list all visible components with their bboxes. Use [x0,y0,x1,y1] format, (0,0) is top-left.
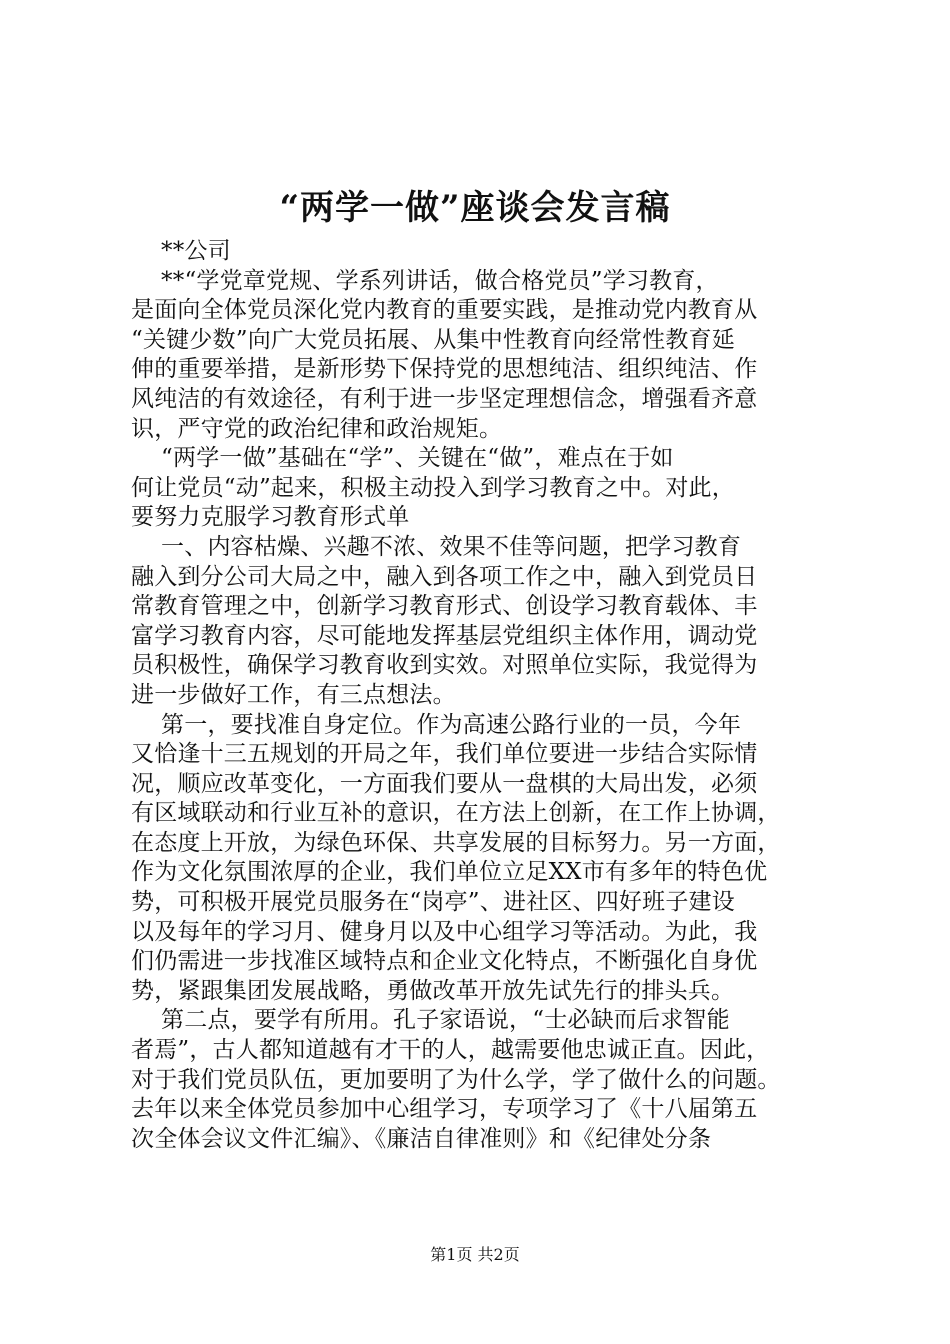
text-line: 们仍需进一步找准区域特点和企业文化特点，不断强化自身优 [131,948,758,975]
text-line: **“学党章党规、学系列讲话，做合格党员”学习教育， [131,267,719,294]
text-line: 常教育管理之中，创新学习教育形式、创设学习教育载体、丰 [131,593,758,620]
text-line: 融入到分公司大局之中，融入到各项工作之中，融入到党员日 [131,563,758,590]
text-line: 员积极性，确保学习教育收到实效。对照单位实际，我觉得为 [131,652,758,679]
text-line: 次全体会议文件汇编》、《廉洁自律准则》和《纪律处分条 [131,1125,712,1152]
text-line: 要努力克服学习教育形式单 [131,504,410,531]
text-line: 又恰逢十三五规划的开局之年，我们单位要进一步结合实际情 [131,741,758,768]
text-line: 识，严守党的政治纪律和政治规矩。 [131,415,503,442]
text-line: 以及每年的学习月、健身月以及中心组学习等活动。为此，我 [131,918,758,945]
text-line: 一、内容枯燥、兴趣不浓、效果不佳等问题，把学习教育 [131,533,742,560]
text-line: 第一，要找准自身定位。作为高速公路行业的一员，今年 [131,711,742,738]
text-line: 风纯洁的有效途径，有利于进一步坚定理想信念，增强看齐意 [131,385,758,412]
page-footer: 第1页 共2页 [430,1245,520,1264]
text-line: 去年以来全体党员参加中心组学习，专项学习了《十八届第五 [131,1096,758,1123]
text-line: 第二点，要学有所用。孔子家语说，“士必缺而后求智能 [131,1007,730,1034]
text-line: 势，可积极开展党员服务在“岗亭”、进社区、四好班子建设 [131,889,735,916]
text-line: 对于我们党员队伍，更加要明了为什么学，学了做什么的问题。 [131,1066,781,1093]
document-body [131,237,851,1154]
text-line: 者焉”，古人都知道越有才干的人，越需要他忠诚正直。因此， [131,1037,770,1064]
text-line: 在态度上开放，为绿色环保、共享发展的目标努力。另一方面， [131,829,781,856]
text-line: 何让党员“动”起来，积极主动投入到学习教育之中。对此， [131,474,735,501]
text-line: 有区域联动和行业互补的意识，在方法上创新，在工作上协调， [131,800,781,827]
text-line: 况，顺应改革变化，一方面我们要从一盘棋的大局出发，必须 [131,770,758,797]
text-line: 是面向全体党员深化党内教育的重要实践，是推动党内教育从 [131,297,758,324]
text-line: 伸的重要举措，是新形势下保持党的思想纯洁、组织纯洁、作 [131,356,758,383]
text-line: “两学一做”基础在“学”、关键在“做”，难点在于如 [131,445,674,472]
text-line: 富学习教育内容，尽可能地发挥基层党组织主体作用，调动党 [131,622,758,649]
document-title: “两学一做”座谈会发言稿 [279,188,671,228]
text-line: 进一步做好工作，有三点想法。 [131,681,456,708]
text-line: 势，紧跟集团发展战略，勇做改革开放先试先行的排头兵。 [131,977,735,1004]
text-line: **公司 [131,238,231,264]
text-line: 作为文化氛围浓厚的企业，我们单位立足XX市有多年的特色优 [131,859,768,886]
text-line: “关键少数”向广大党员拓展、从集中性教育向经常性教育延 [131,326,735,353]
